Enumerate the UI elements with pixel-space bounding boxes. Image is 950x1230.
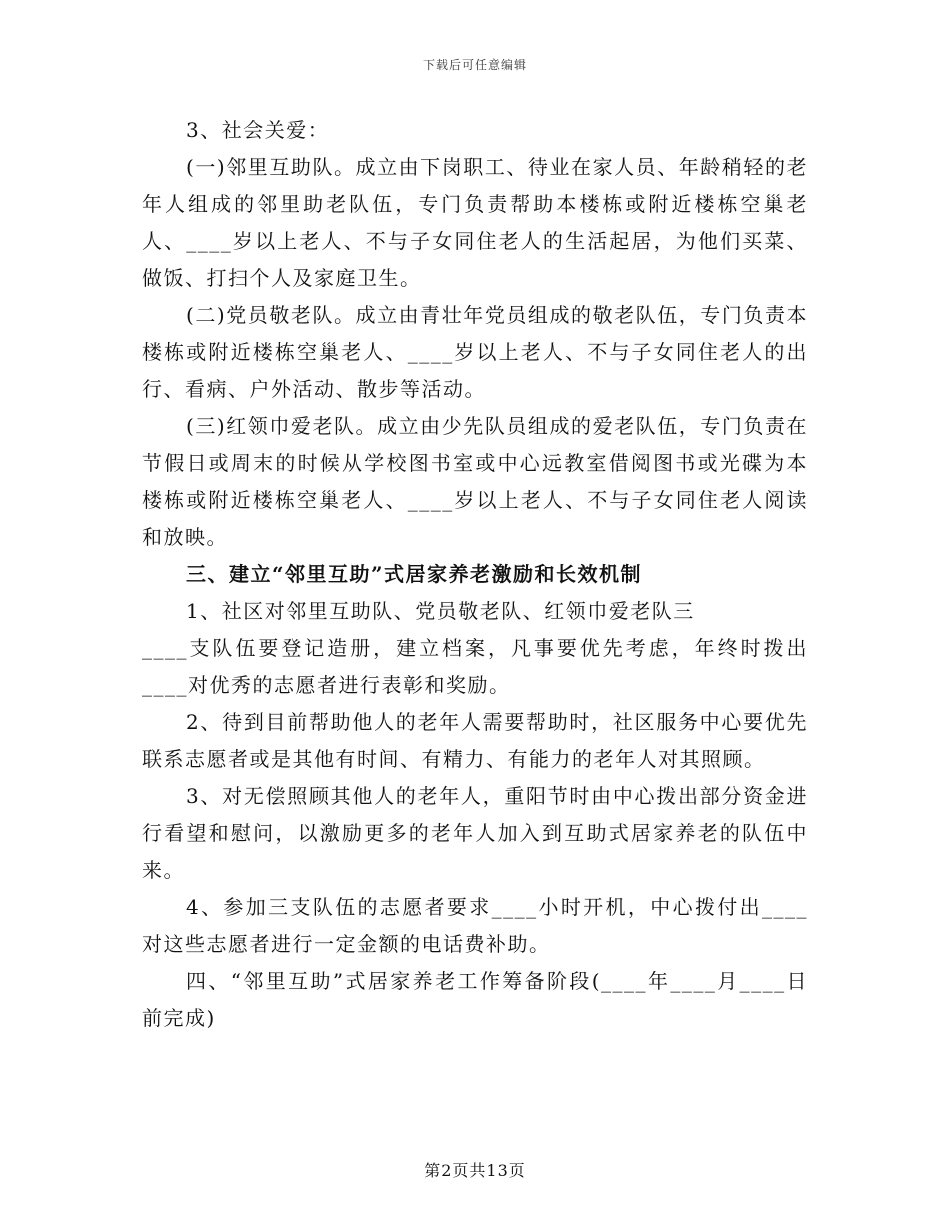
section-title-social-care: 3、社会关爱： [186, 118, 330, 142]
paragraph-item-4: 4、参加三支队伍的志愿者要求____小时开机，中心拨付出____对这些志愿者进行一定金额的电话费补助。 [142, 895, 808, 956]
paragraph-neighbor-team: (一)邻里互助队。成立由下岗职工、待业在家人员、年龄稍轻的老年人组成的邻里助老队伍，专门负责帮助本楼栋或附近楼栋空巢老人、____岁以上老人、不与子女同住老人的生活起居，为他们买菜、做饭、打扫个人及家庭卫生。 [142, 155, 808, 290]
paragraph-item-2: 2、待到目前帮助他人的老年人需要帮助时，社区服务中心要优先联系志愿者或是其他有时间、有精力、有能力的老年人对其照顾。 [142, 710, 808, 771]
paragraph-item-3: 3、对无偿照顾其他人的老年人，重阳节时由中心拨出部分资金进行看望和慰问，以激励更多的老年人加入到互助式居家养老的队伍中来。 [142, 784, 808, 882]
paragraph-item-1b: ____支队伍要登记造册，建立档案，凡事要优先考虑，年终时拨出____对优秀的志愿者进行表彰和奖励。 [142, 636, 808, 697]
section-heading-incentive: 三、建立“邻里互助”式居家养老激励和长效机制 [186, 562, 643, 586]
paragraph-party-team: (二)党员敬老队。成立由青壮年党员组成的敬老队伍，专门负责本楼栋或附近楼栋空巢老人、____岁以上老人、不与子女同住老人的出行、看病、户外活动、散步等活动。 [142, 303, 808, 401]
page-number: 第2页共13页 [424, 1161, 526, 1180]
paragraph-red-scarf-team: (三)红领巾爱老队。成立由少先队员组成的爱老队伍，专门负责在节假日或周末的时候从学校图书室或中心远教室借阅图书或光碟为本楼栋或附近楼栋空巢老人、____岁以上老人、不与子女同住老人阅读和放映。 [142, 414, 808, 549]
paragraph-item-1a: 1、社区对邻里互助队、党员敬老队、红领巾爱老队三 [186, 599, 695, 623]
section-heading-preparation: 四、“邻里互助”式居家养老工作筹备阶段(____年____月____日前完成) [142, 969, 808, 1030]
document-body [142, 112, 808, 1037]
page-header: 下载后可任意编辑 [422, 58, 527, 72]
